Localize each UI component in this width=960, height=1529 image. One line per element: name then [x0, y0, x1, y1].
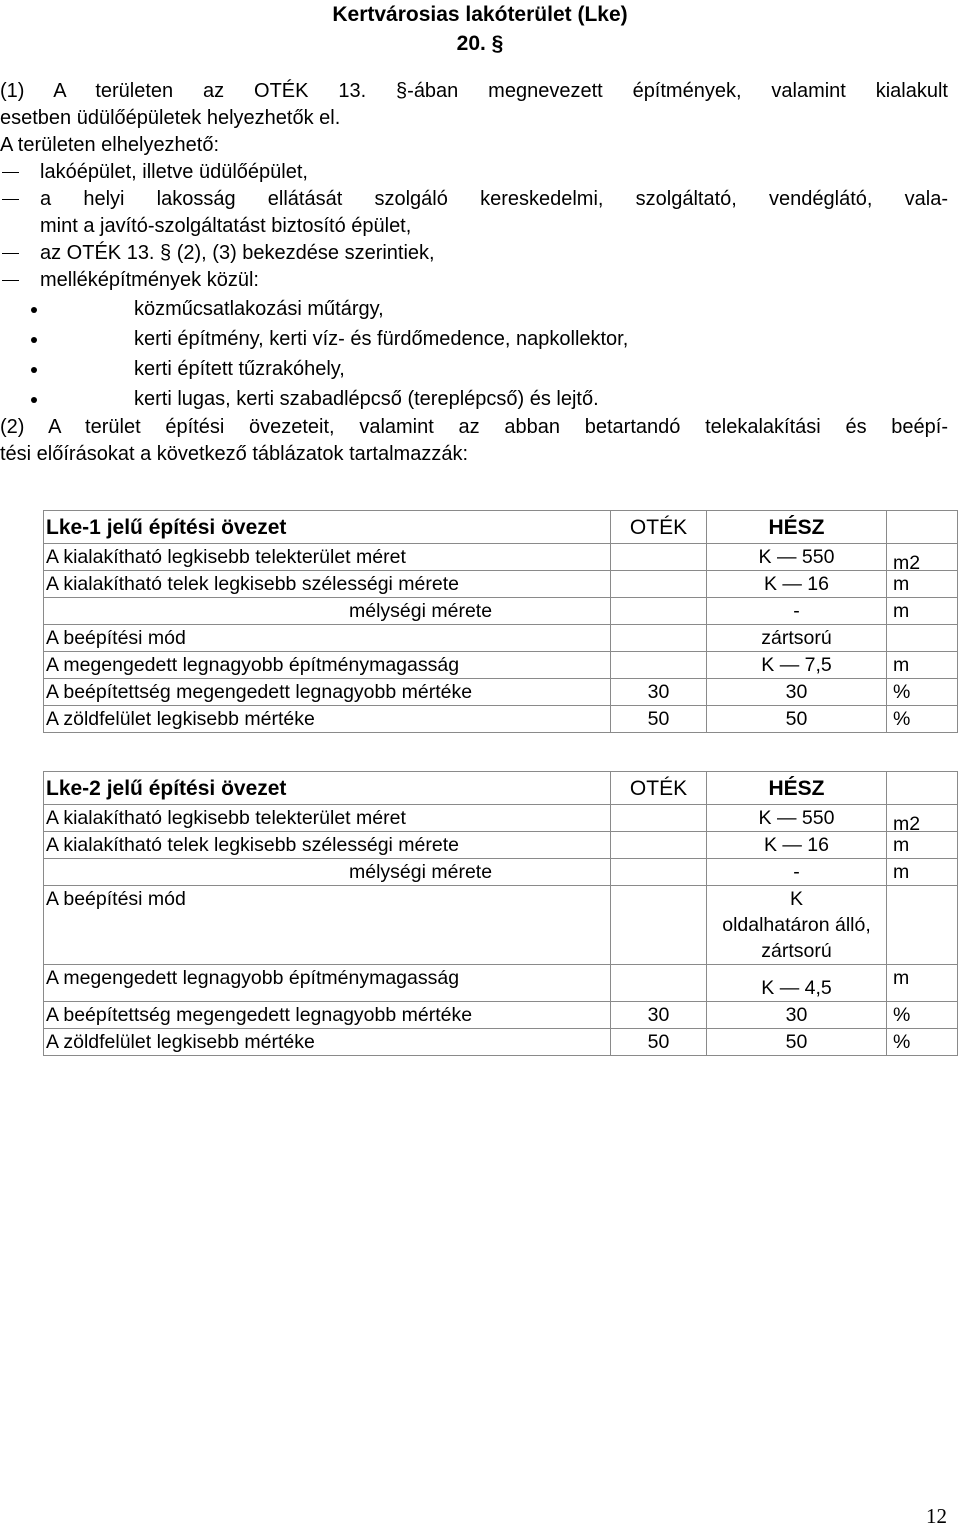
hesz-value: 50 [707, 706, 887, 733]
row-label: A beépítési mód [44, 625, 611, 652]
unit-value: m [887, 832, 958, 859]
hesz-value-line: oldalhatáron álló, [722, 914, 871, 936]
column-header-otek: OTÉK [611, 772, 707, 805]
hesz-value [707, 965, 887, 1002]
table-row [44, 598, 958, 625]
unit-value: m [887, 965, 958, 1002]
unit-value: m [887, 652, 958, 679]
otek-value: 50 [611, 706, 707, 733]
table-row [44, 706, 958, 733]
row-label: A zöldfelület legkisebb mértéke [44, 706, 611, 733]
otek-value: 30 [611, 1002, 707, 1029]
hesz-value: - [707, 598, 887, 625]
bullet-item: kerti lugas, kerti szabadlépcső (tereplépcső) és lejtő. [0, 384, 948, 414]
unit-value: m [887, 859, 958, 886]
hesz-value: - [707, 859, 887, 886]
hesz-value-text: K — 4,5 [761, 977, 832, 999]
hesz-value: K — 550 [707, 544, 887, 571]
unit-value [887, 544, 958, 571]
table-header-row [44, 511, 958, 544]
zone-title: Lke-1 jelű építési övezet [44, 511, 611, 544]
table-row [44, 859, 958, 886]
table-row [44, 625, 958, 652]
list-item: a helyi lakosság ellátását szolgáló kereskedelmi, szolgáltató, vendéglátó, vala- [0, 186, 948, 213]
unit-text: m2 [893, 552, 921, 571]
bullet-item: kerti építmény, kerti víz- és fürdőmedence, napkollektor, [0, 324, 948, 354]
otek-value [611, 859, 707, 886]
table-row [44, 886, 958, 965]
column-header-unit [887, 511, 958, 544]
unit-text: m2 [893, 813, 921, 832]
row-label: A megengedett legnagyobb építménymagasság [44, 965, 611, 1002]
column-header-hesz: HÉSZ [707, 772, 887, 805]
paragraph-1-line-3: A területen elhelyezhető: [0, 134, 220, 156]
otek-value [611, 805, 707, 832]
unit-value: m [887, 598, 958, 625]
table-row [44, 965, 958, 1002]
otek-value: 50 [611, 1029, 707, 1056]
table-row [44, 571, 958, 598]
heading-title: Kertvárosias lakóterület (Lke) [332, 3, 628, 26]
otek-value [611, 832, 707, 859]
row-label: A kialakítható telek legkisebb szélességi mérete [44, 571, 611, 598]
column-header-otek: OTÉK [611, 511, 707, 544]
bullet-item: kerti épített tűzrakóhely, [0, 354, 948, 384]
row-label: mélységi mérete [44, 859, 611, 886]
row-label: A kialakítható legkisebb telekterület méret [44, 805, 611, 832]
heading-section-number: 20. § [456, 32, 504, 55]
hesz-value [707, 886, 887, 965]
unit-value: % [887, 1002, 958, 1029]
hesz-value: K — 16 [707, 832, 887, 859]
row-label: A megengedett legnagyobb építménymagasság [44, 652, 611, 679]
paragraph-1-line-1: (1) A területen az OTÉK 13. §-ában megnevezett építmények, valamint kialakult [0, 80, 948, 102]
paragraph-2-line-2: tési előírásokat a következő táblázatok tartalmazzák: [0, 443, 469, 465]
unit-value [887, 625, 958, 652]
row-label: A beépítettség megengedett legnagyobb mértéke [44, 679, 611, 706]
column-header-unit [887, 772, 958, 805]
table-row [44, 805, 958, 832]
hesz-value: 30 [707, 1002, 887, 1029]
hesz-value: zártsorú [707, 625, 887, 652]
row-label: A beépítettség megengedett legnagyobb mértéke [44, 1002, 611, 1029]
paragraph-2-line-1: (2) A terület építési övezeteit, valamint az abban betartandó telekalakítási és beépí- [0, 416, 948, 438]
hesz-value: 50 [707, 1029, 887, 1056]
list-item: az OTÉK 13. § (2), (3) bekezdése szerintiek, [0, 240, 948, 267]
row-label: A kialakítható legkisebb telekterület méret [44, 544, 611, 571]
zone-table-lke-2 [43, 771, 958, 1056]
section-body [0, 78, 948, 468]
unit-value: % [887, 679, 958, 706]
row-label: A zöldfelület legkisebb mértéke [44, 1029, 611, 1056]
otek-value [611, 886, 707, 965]
unit-value: m [887, 571, 958, 598]
list-item-text: mint a javító-szolgáltatást biztosító épület, [40, 215, 412, 237]
hesz-value: 30 [707, 679, 887, 706]
paragraph-1-line-2: esetben üdülőépületek helyezhetők el. [0, 107, 341, 129]
list-item: lakóépület, illetve üdülőépület, [0, 159, 948, 186]
otek-value [611, 571, 707, 598]
row-label: A kialakítható telek legkisebb szélességi mérete [44, 832, 611, 859]
list-item: melléképítmények közül: [0, 267, 948, 294]
otek-value [611, 965, 707, 1002]
table-header-row [44, 772, 958, 805]
column-header-hesz: HÉSZ [707, 511, 887, 544]
page-number: 12 [926, 1504, 947, 1528]
table-row [44, 1029, 958, 1056]
unit-value [887, 805, 958, 832]
table-row [44, 652, 958, 679]
otek-value [611, 598, 707, 625]
hesz-value: K — 16 [707, 571, 887, 598]
otek-value: 30 [611, 679, 707, 706]
unit-value: % [887, 1029, 958, 1056]
permitted-buildings-list [0, 159, 948, 294]
zone-title: Lke-2 jelű építési övezet [44, 772, 611, 805]
section-heading [0, 0, 960, 58]
ancillary-structures-list [0, 294, 948, 414]
table-row [44, 679, 958, 706]
zone-table-lke-1 [43, 510, 958, 733]
list-item-continuation [0, 213, 948, 240]
row-label: mélységi mérete [44, 598, 611, 625]
hesz-value: K — 7,5 [707, 652, 887, 679]
otek-value [611, 625, 707, 652]
unit-value: % [887, 706, 958, 733]
hesz-value-line: zártsorú [761, 940, 832, 962]
otek-value [611, 544, 707, 571]
table-row [44, 1002, 958, 1029]
bullet-item: közműcsatlakozási műtárgy, [0, 294, 948, 324]
hesz-value: K — 550 [707, 805, 887, 832]
table-row [44, 544, 958, 571]
unit-value [887, 886, 958, 965]
table-row [44, 832, 958, 859]
otek-value [611, 652, 707, 679]
hesz-value-line: K [789, 888, 803, 910]
row-label: A beépítési mód [44, 886, 611, 965]
